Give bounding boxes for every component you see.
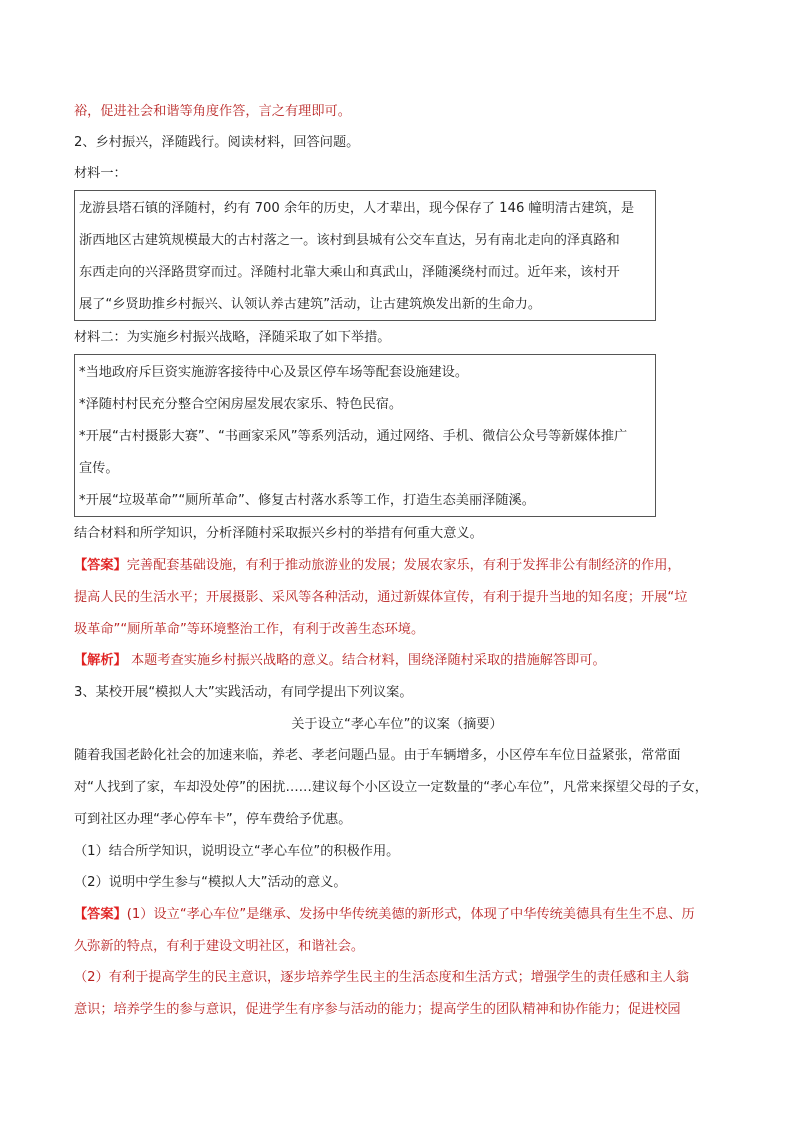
question-3-prompt: 3、某校开展“模拟人大”实践活动，有同学提出下列议案。 — [74, 685, 413, 700]
proposal-title: 关于设立“孝心车位”的议案（摘要） — [291, 717, 503, 732]
material-2-line: 宣传。 — [79, 461, 119, 476]
prev-answer-continuation: 裕，促进社会和谐等角度作答，言之有理即可。 — [74, 104, 351, 119]
material-2-label: 材料二：为实施乡村振兴战略，泽随采取了如下举措。 — [74, 330, 391, 345]
answer-3-line: 意识；培养学生的参与意识，促进学生有序参与活动的能力；提高学生的团队精神和协作能力；促进校园 — [74, 1002, 681, 1017]
answer-2-line: 【答案】完善配套基础设施，有利于推动旅游业的发展；发展农家乐，有利于发挥非公有制经济的作用， — [74, 558, 681, 573]
material-2-line: *当地政府斥巨资实施游客接待中心及景区停车场等配套设施建设。 — [79, 365, 469, 380]
material-1-line: 展了“乡贤助推乡村振兴、认领认养古建筑”活动，让古建筑焕发出新的生命力。 — [79, 297, 542, 312]
material-2-line: *开展“古村摄影大赛”、“书画家采风”等系列活动，通过网络、手机、微信公众号等新媒体推广 — [79, 429, 628, 444]
answer-3-line: 久弥新的特点，有利于建设文明社区，和谐社会。 — [74, 939, 365, 954]
question-3-sub-2: （2）说明中学生参与“模拟人大”活动的意义。 — [74, 875, 347, 890]
question-2-task: 结合材料和所学知识，分析泽随村采取振兴乡村的举措有何重大意义。 — [74, 526, 483, 541]
question-2-prompt: 2、乡村振兴，泽随践行。阅读材料，回答问题。 — [74, 135, 360, 150]
answer-3-line: （2）有利于提高学生的民主意识，逐步培养学生民主的生活态度和生活方式；增强学生的责任感和主人翁 — [74, 970, 690, 985]
proposal-paragraph-line: 可到社区办理“孝心停车卡”，停车费给予优惠。 — [74, 812, 352, 827]
explanation-tag: 【解析】 — [74, 653, 127, 668]
answer-2-line: 圾革命”“厕所革命”等环境整治工作，有利于改善生态环境。 — [74, 622, 425, 637]
answer-tag: 【答案】 — [74, 907, 127, 922]
proposal-paragraph-line: 对“人找到了家，车却没处停”的困扰……建议每个小区设立一定数量的“孝心车位”，凡常来探望父母的子女， — [74, 780, 708, 795]
answer-3-line: 【答案】(1）设立“孝心车位”是继承、发扬中华传统美德的新形式，体现了中华传统美德具有生生不息、历 — [74, 907, 695, 922]
proposal-paragraph-line: 随着我国老龄化社会的加速来临，养老、孝老问题凸显。由于车辆增多，小区停车车位日益紧张，常常面 — [74, 748, 681, 763]
material-2-box — [74, 354, 656, 517]
material-1-label: 材料一： — [74, 166, 127, 181]
material-1-line: 浙西地区古建筑规模最大的古村落之一。该村到县城有公交车直达，另有南北走向的泽真路和 — [79, 233, 620, 248]
question-3-sub-1: （1）结合所学知识，说明设立“孝心车位”的积极作用。 — [74, 844, 400, 859]
answer-tag: 【答案】 — [74, 558, 127, 573]
material-1-line: 龙游县塔石镇的泽随村，约有 700 余年的历史，人才辈出，现今保存了 146 幢明清古建筑，是 — [79, 201, 635, 216]
material-2-line: *泽随村村民充分整合空闲房屋发展农家乐、特色民宿。 — [79, 397, 403, 412]
answer-2-line: 提高人民的生活水平；开展摄影、采风等各种活动，通过新媒体宣传，有利于提升当地的知名度；开展“垃 — [74, 590, 688, 605]
material-2-line: *开展“垃圾革命”“厕所革命”、修复古村落水系等工作，打造生态美丽泽随溪。 — [79, 493, 535, 508]
material-1-line: 东西走向的兴泽路贯穿而过。泽随村北靠大乘山和真武山，泽随溪绕村而过。近年来，该村开 — [79, 265, 620, 280]
material-1-box — [74, 190, 656, 321]
explanation-2-line: 【解析】 本题考查实施乡村振兴战略的意义。结合材料，围绕泽随村采取的措施解答即可。 — [74, 653, 606, 668]
